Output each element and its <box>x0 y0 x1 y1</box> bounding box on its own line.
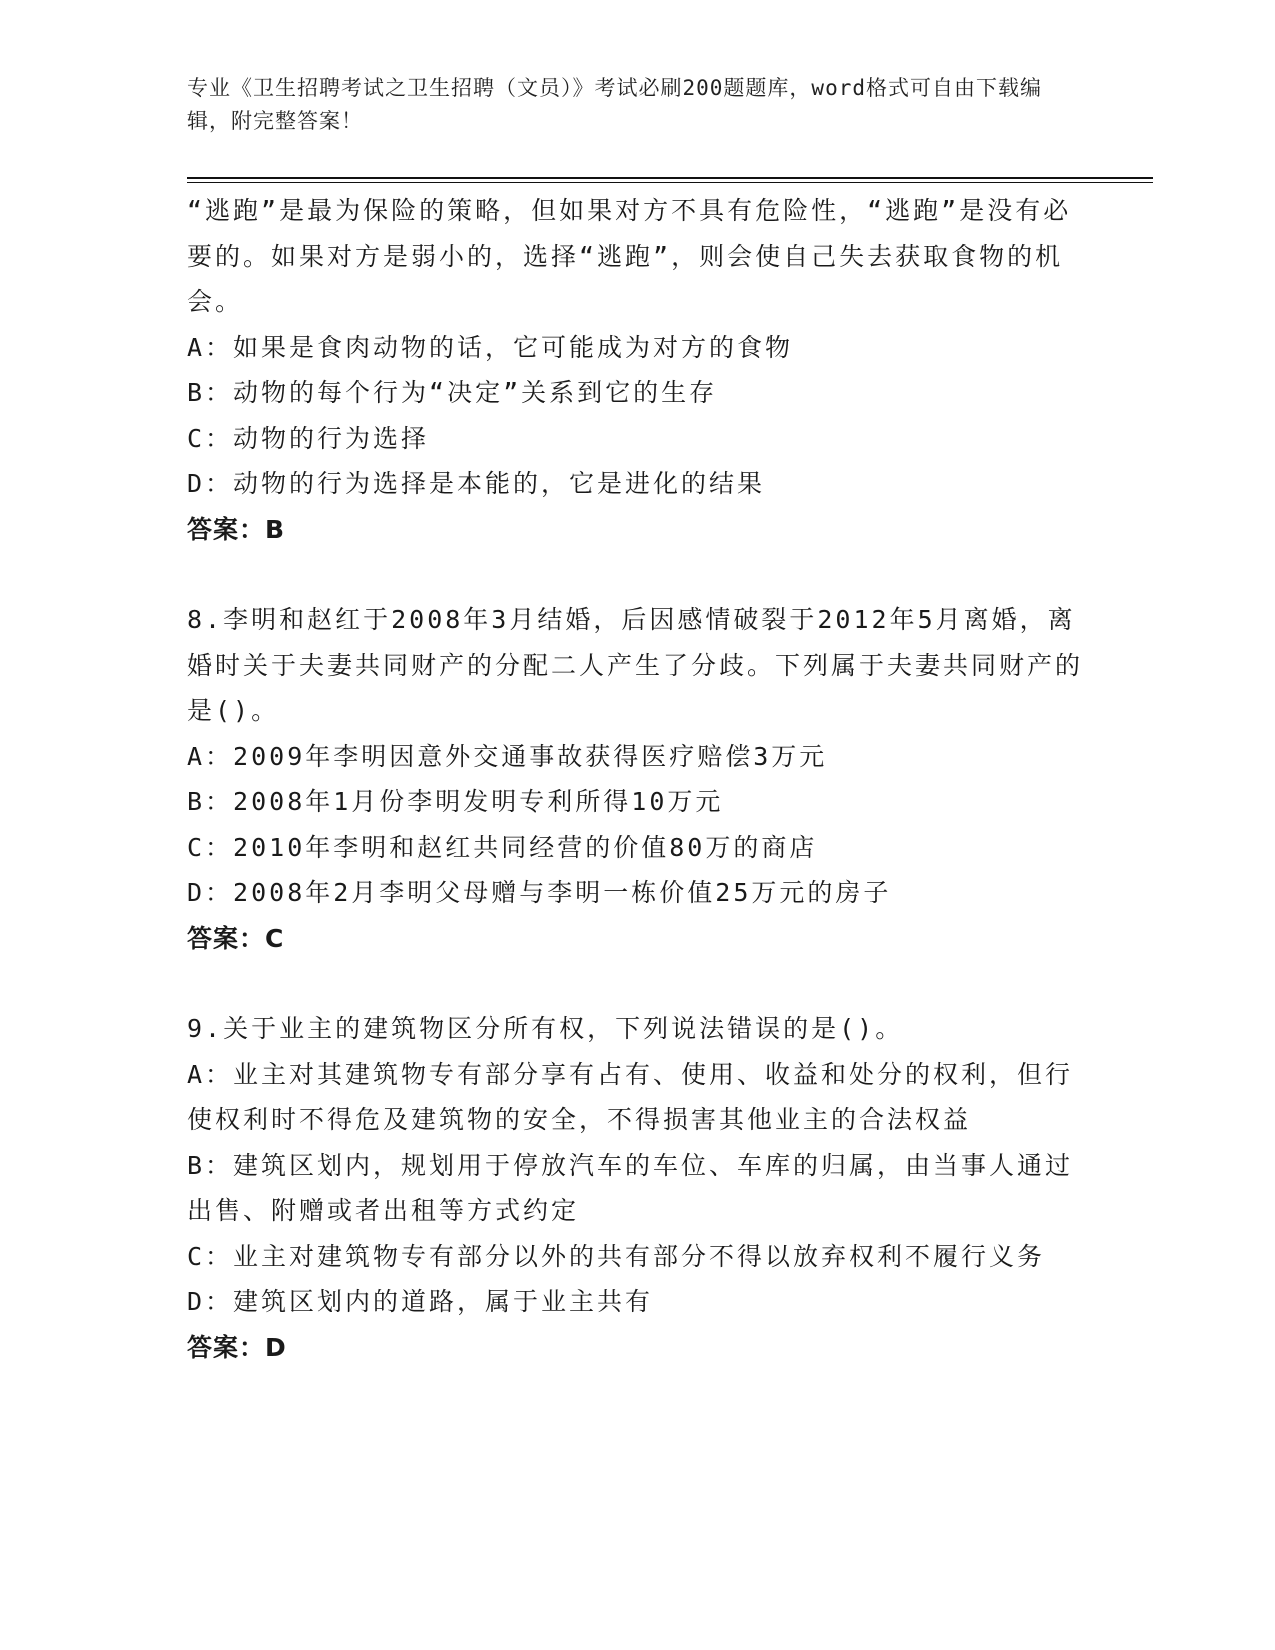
option-b: B：动物的每个行为“决定”关系到它的生存 <box>187 378 718 407</box>
answer-line: 答案：B <box>187 514 286 544</box>
document-title: 专业《卫生招聘考试之卫生招聘（文员）》考试必刷200题题库，word格式可自由下载编辑，附完整答案！ <box>187 76 1042 133</box>
option-d: D：动物的行为选择是本能的，它是进化的结果 <box>187 469 766 498</box>
option-d: D：建筑区划内的道路，属于业主共有 <box>187 1287 654 1316</box>
document-body <box>187 188 1087 1370</box>
option-a: A：业主对其建筑物专有部分享有占有、使用、收益和处分的权利，但行使权利时不得危及建筑物的安全，不得损害其他业主的合法权益 <box>187 1059 1074 1134</box>
option-b: B：建筑区划内，规划用于停放汽车的车位、车库的归属，由当事人通过出售、附赠或者出租等方式约定 <box>187 1150 1074 1225</box>
question-7 <box>187 188 1087 552</box>
header-divider-thick <box>187 177 1153 179</box>
question-9 <box>187 1006 1087 1370</box>
question-stem: 8.李明和赵红于2008年3月结婚，后因感情破裂于2012年5月离婚，离婚时关于夫妻共同财产的分配二人产生了分歧。下列属于夫妻共同财产的是()。 <box>187 605 1084 725</box>
option-c: C：动物的行为选择 <box>187 423 430 453</box>
question-8 <box>187 597 1087 961</box>
spacer <box>187 552 1087 597</box>
document-header <box>187 72 1067 138</box>
answer-line: 答案：C <box>187 923 285 953</box>
option-c: C：业主对建筑物专有部分以外的共有部分不得以放弃权利不履行义务 <box>187 1241 1046 1271</box>
option-a: A：如果是食肉动物的话，它可能成为对方的食物 <box>187 332 794 362</box>
option-a: A：2009年李明因意外交通事故获得医疗赔偿3万元 <box>187 741 828 771</box>
option-d: D：2008年2月李明父母赠与李明一栋价值25万元的房子 <box>187 878 892 907</box>
question-stem: 9.关于业主的建筑物区分所有权，下列说法错误的是()。 <box>187 1014 904 1043</box>
header-divider-thin <box>187 182 1153 183</box>
option-b: B：2008年1月份李明发明专利所得10万元 <box>187 787 724 816</box>
question-stem: “逃跑”是最为保险的策略，但如果对方不具有危险性，“逃跑”是没有必要的。如果对方是弱小的，选择“逃跑”，则会使自己失去获取食物的机会。 <box>187 196 1072 316</box>
spacer <box>187 961 1087 1006</box>
option-c: C：2010年李明和赵红共同经营的价值80万的商店 <box>187 832 818 862</box>
answer-line: 答案：D <box>187 1332 287 1362</box>
